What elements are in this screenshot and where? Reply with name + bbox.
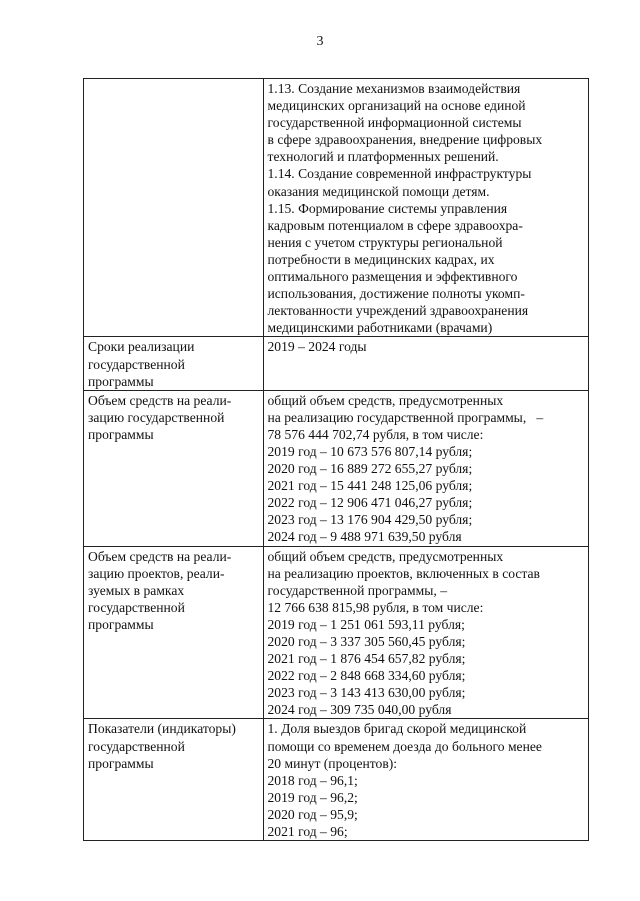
label-line: зацию проектов, реали- [88, 565, 225, 581]
content-line: 2019 год – 96,2; [267, 789, 358, 805]
content-line: на реализацию проектов, включенных в состав [267, 565, 540, 581]
label-line: программы [88, 373, 154, 389]
content-line: 2021 год – 1 876 454 657,82 рубля; [267, 651, 466, 667]
content-line: медицинскими работниками (врачами) [267, 320, 493, 336]
label-line: Объем средств на реали- [88, 548, 232, 564]
content-line: оказания медицинской помощи детям. [267, 183, 490, 199]
content-line: общий объем средств, предусмотренных [267, 392, 504, 408]
row-content-cell [263, 337, 589, 390]
label-line: программы [88, 426, 154, 442]
content-line: 78 576 444 702,74 рубля, в том числе: [267, 426, 484, 442]
label-line: Показатели (индикаторы) [88, 721, 236, 737]
page-number: 3 [316, 34, 324, 49]
program-funding-row [84, 390, 589, 546]
content-line: 12 766 638 815,98 рубля, в том числе: [267, 599, 484, 615]
row-label-cell [84, 337, 264, 390]
label-line: Сроки реализации [88, 339, 195, 355]
content-line: 20 минут (процентов): [267, 755, 398, 771]
content-line: кадровым потенциалом в сфере здравоохра- [267, 217, 523, 233]
content-line: 2020 год – 16 889 272 655,27 рубля; [267, 461, 473, 477]
content-line: 2019 год – 1 251 061 593,11 рубля; [267, 616, 465, 632]
content-line: 2024 год – 9 488 971 639,50 рубля [267, 529, 462, 545]
content-line: помощи со временем доезда до больного менее [267, 738, 542, 754]
passport-table [83, 78, 589, 841]
label-line: программы [88, 616, 154, 632]
content-line: 2019 год – 10 673 576 807,14 рубля; [267, 443, 473, 459]
content-line: 2022 год – 2 848 668 334,60 рубля; [267, 668, 466, 684]
content-line: 2024 год – 309 735 040,00 рубля [267, 702, 452, 718]
content-line: 1. Доля выездов бригад скорой медицинской [267, 721, 527, 737]
row-label-cell [84, 390, 264, 546]
content-line: технологий и платформенных решений. [267, 149, 499, 165]
content-line: 1.15. Формирование системы управления [267, 200, 508, 216]
content-line: 2021 год – 15 441 248 125,06 рубля; [267, 478, 473, 494]
row-label-cell [84, 546, 264, 719]
content-line: медицинских организаций на основе единой [267, 98, 526, 114]
content-line: государственной программы, – [267, 582, 447, 598]
content-line: в сфере здравоохранения, внедрение цифровых [267, 132, 543, 148]
row-content-cell [263, 546, 589, 719]
label-line: зуемых в рамках [88, 582, 185, 598]
content-line: 2020 год – 3 337 305 560,45 рубля; [267, 634, 466, 649]
projects-funding-row [84, 546, 589, 719]
implementation-period-row [84, 337, 589, 390]
content-line: 2021 год – 96; [267, 824, 348, 840]
content-line: использования, достижение полноты укомп- [267, 286, 525, 302]
row-label-cell [84, 719, 264, 841]
content-line: оптимального размещения и эффективного [267, 269, 518, 285]
row-content-cell [263, 390, 589, 546]
content-line: 2019 – 2024 годы [267, 339, 367, 355]
tasks-continued-row [84, 79, 589, 337]
content-line: 2022 год – 12 906 471 046,27 рубля; [267, 495, 473, 511]
label-line: государственной [88, 738, 185, 754]
row-content-cell [263, 719, 589, 841]
label-line: государственной [88, 356, 185, 372]
content-line: 2023 год – 13 176 904 429,50 рубля; [267, 512, 473, 528]
label-line: зацию государственной [88, 409, 225, 425]
content-line: 2020 год – 95,9; [267, 806, 358, 822]
content-line: нения с учетом структуры региональной [267, 234, 503, 250]
content-line: на реализацию государственной программы, – [267, 409, 544, 425]
content-line: общий объем средств, предусмотренных [267, 548, 504, 564]
label-line: Объем средств на реали- [88, 392, 232, 408]
content-line: 1.13. Создание механизмов взаимодействия [267, 81, 521, 96]
content-line: 1.14. Создание современной инфраструктуры [267, 166, 532, 182]
label-line: программы [88, 755, 154, 771]
content-line: государственной информационной системы [267, 115, 522, 131]
label-line: государственной [88, 599, 185, 615]
content-line: лектованности учреждений здравоохранения [267, 303, 529, 319]
row-content-cell [263, 79, 589, 337]
content-line: потребности в медицинских кадрах, их [267, 251, 495, 267]
content-line: 2023 год – 3 143 413 630,00 рубля; [267, 685, 466, 701]
indicators-row [84, 719, 589, 841]
row-label-cell [84, 79, 264, 337]
content-line: 2018 год – 96,1; [267, 772, 358, 788]
